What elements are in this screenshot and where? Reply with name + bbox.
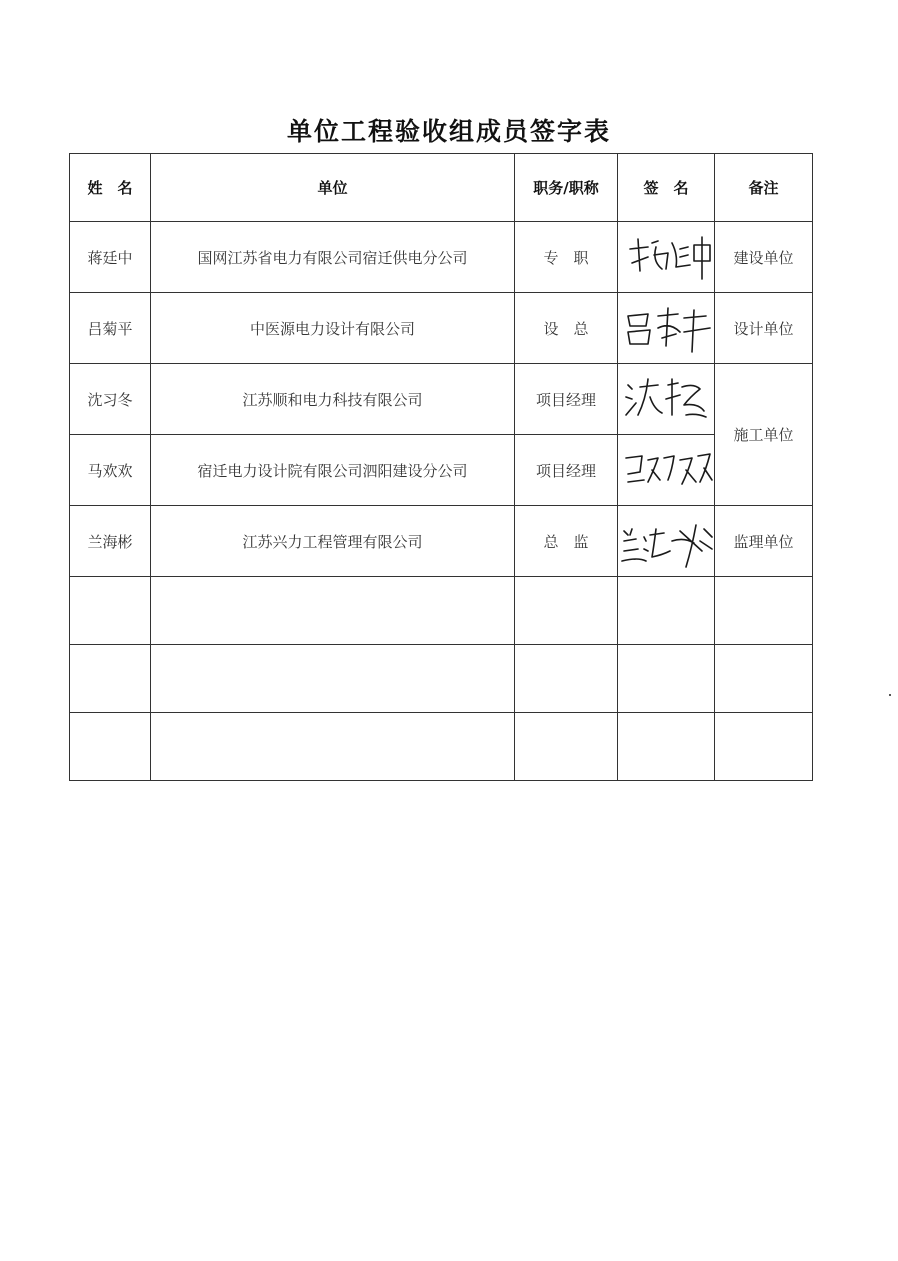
cell-position: 项目经理 [515, 364, 618, 435]
cell-unit: 宿迁电力设计院有限公司泗阳建设分公司 [151, 435, 515, 506]
table-row [70, 506, 813, 577]
cell-name: 兰海彬 [70, 506, 151, 577]
handwritten-signature [618, 440, 714, 500]
page-title: 单位工程验收组成员签字表 [286, 117, 611, 146]
cell-unit: 中医源电力设计有限公司 [151, 293, 515, 364]
cell-signature [618, 435, 715, 506]
cell-name: 吕菊平 [70, 293, 151, 364]
table-row [70, 293, 813, 364]
cell-position: 专 职 [515, 222, 618, 293]
table-row [70, 364, 813, 435]
cell-remark: 建设单位 [715, 222, 813, 293]
cell-position: 总 监 [515, 506, 618, 577]
cell-remark-merged: 施工单位 [715, 364, 813, 506]
header-unit: 单位 [151, 154, 515, 222]
header-position: 职务/职称 [515, 154, 618, 222]
cell-remark: 设计单位 [715, 293, 813, 364]
table-row-blank [70, 645, 813, 713]
handwritten-signature [618, 227, 714, 287]
cell-remark: 监理单位 [715, 506, 813, 577]
cell-position: 项目经理 [515, 435, 618, 506]
cell-signature [618, 364, 715, 435]
cell-unit: 江苏兴力工程管理有限公司 [151, 506, 515, 577]
cell-signature [618, 222, 715, 293]
cell-name: 马欢欢 [70, 435, 151, 506]
cell-position: 设 总 [515, 293, 618, 364]
cell-name: 蒋廷中 [70, 222, 151, 293]
handwritten-signature [618, 369, 714, 429]
handwritten-signature [618, 511, 714, 571]
cell-signature [618, 506, 715, 577]
table-row [70, 435, 813, 506]
table-header-row [70, 154, 813, 222]
header-signature: 签 名 [618, 154, 715, 222]
table-row-blank [70, 577, 813, 645]
cell-unit: 江苏顺和电力科技有限公司 [151, 364, 515, 435]
table-row [70, 222, 813, 293]
cell-name: 沈习冬 [70, 364, 151, 435]
scan-speck [889, 694, 891, 696]
cell-signature [618, 293, 715, 364]
cell-unit: 国网江苏省电力有限公司宿迁供电分公司 [151, 222, 515, 293]
table-row-blank [70, 713, 813, 781]
handwritten-signature [618, 298, 714, 358]
signature-table [69, 153, 813, 781]
header-remark: 备注 [715, 154, 813, 222]
header-name: 姓 名 [70, 154, 151, 222]
